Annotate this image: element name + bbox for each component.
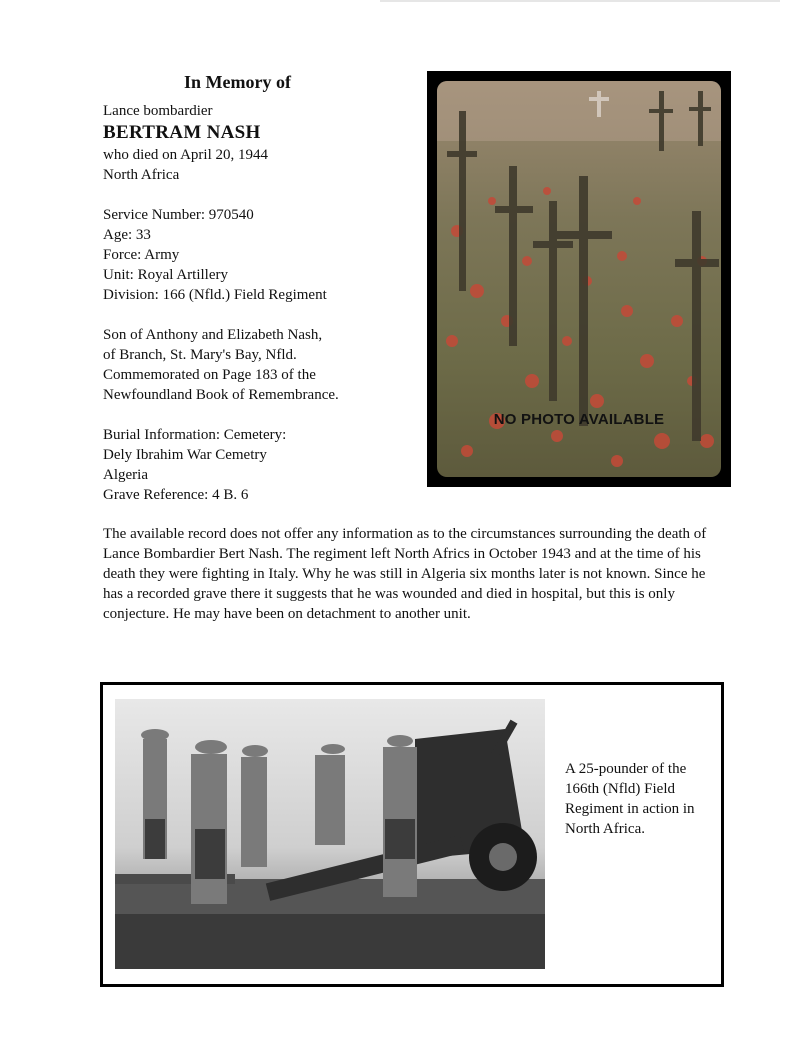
service-number: Service Number: 970540	[103, 207, 254, 223]
family-line: of Branch, St. Mary's Bay, Nfld.	[103, 347, 297, 363]
cemetery-painting	[437, 81, 721, 477]
photo-caption: A 25-pounder of the 166th (Nfld) Field Regiment in action in North Africa.	[565, 761, 695, 837]
unit: Unit: Royal Artillery	[103, 267, 228, 283]
rank: Lance bombardier	[103, 103, 213, 119]
narrative-text: The available record does not offer any information as to the circumstances surrounding the death of Lance Bombardier Bert Nash. The regiment left North Africs in October 1943 and at the time of his death they were fighting in Italy. Why he was still in Algeria six months later is not known. Since he has a recorded grave there it suggests that he was wounded and died in hospital, but this is only conjecture. He may have been on detachment to another unit.	[103, 526, 707, 622]
artillery-photo	[115, 699, 545, 969]
photo-frame	[427, 71, 731, 487]
top-divider	[380, 0, 780, 2]
soldier-info	[103, 101, 423, 505]
burial-line: Burial Information: Cemetery:	[103, 427, 287, 443]
death-date: who died on April 20, 1944	[103, 147, 268, 163]
family-line: Newfoundland Book of Remembrance.	[103, 387, 339, 403]
burial-line: Dely Ibrahim War Cemetry	[103, 447, 267, 463]
burial-line: Algeria	[103, 467, 148, 483]
force: Force: Army	[103, 247, 180, 263]
age: Age: 33	[103, 227, 151, 243]
memorial-heading: In Memory of	[184, 72, 291, 92]
burial-line: Grave Reference: 4 B. 6	[103, 487, 249, 503]
field-gun-crew-image	[115, 699, 545, 969]
family-line: Son of Anthony and Elizabeth Nash,	[103, 327, 323, 343]
family-line: Commemorated on Page 183 of the	[103, 367, 316, 383]
no-photo-label: NO PHOTO AVAILABLE	[493, 411, 665, 428]
photo-caption-box	[100, 682, 724, 987]
death-place: North Africa	[103, 167, 180, 183]
division: Division: 166 (Nfld.) Field Regiment	[103, 287, 327, 303]
soldier-name: BERTRAM NASH	[103, 122, 261, 143]
